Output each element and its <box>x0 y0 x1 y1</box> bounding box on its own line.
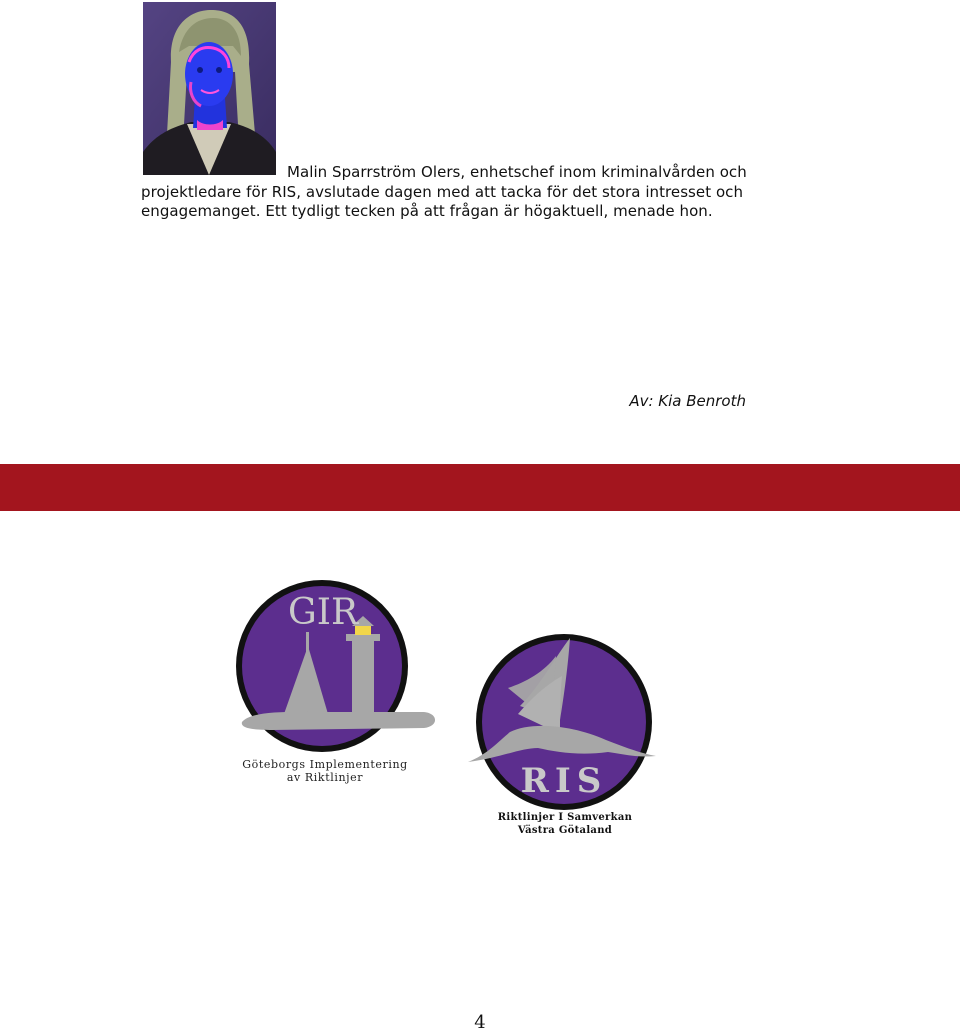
author-byline: Av: Kia Benroth <box>629 392 746 410</box>
gir-subtitle <box>220 758 430 784</box>
caption-line-3: engagemanget. Ett tydligt tecken på att frågan är högaktuell, menade hon. <box>141 202 713 220</box>
photo-caption <box>141 163 761 222</box>
caption-line-1: Malin Sparrström Olers, enhetschef inom kriminalvården och <box>287 163 747 181</box>
gir-subtitle-line-1: Göteborgs Implementering <box>242 758 408 771</box>
page-number: 4 <box>474 1012 486 1033</box>
portrait-photo-icon <box>143 2 276 175</box>
ris-title: RIS <box>520 761 608 801</box>
portrait-photo <box>143 2 276 175</box>
red-divider-band <box>0 464 960 511</box>
crane-bird-icon <box>460 636 670 806</box>
ris-subtitle <box>460 812 670 837</box>
ris-subtitle-line-2: Västra Götaland <box>517 824 613 836</box>
gir-subtitle-line-2: av Riktlinjer <box>286 771 364 784</box>
gir-logo <box>232 582 442 792</box>
lighthouse-icon <box>232 582 442 752</box>
gir-title: GIR <box>288 592 359 633</box>
ris-logo <box>460 636 670 846</box>
caption-line-2: projektledare för RIS, avslutade dagen med att tacka för det stora intresset och <box>141 182 744 201</box>
ris-subtitle-line-1: Riktlinjer I Samverkan <box>497 812 633 823</box>
